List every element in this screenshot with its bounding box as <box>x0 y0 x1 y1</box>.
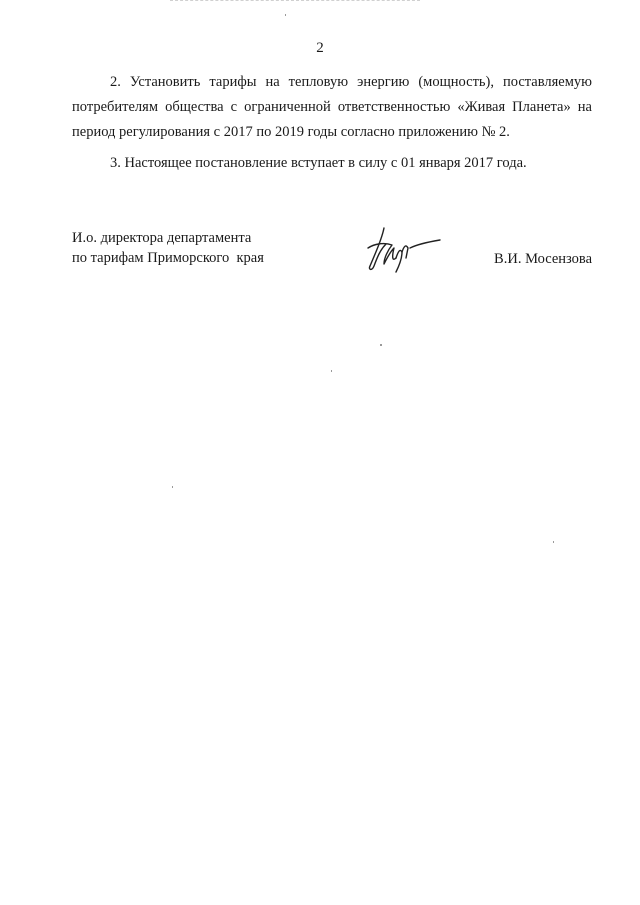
scan-speck <box>380 344 382 346</box>
paragraph-line: 3. Настоящее постановление вступает в силу с 01 января 2017 года. <box>110 155 527 171</box>
paragraph-line: период регулирования с 2017 по 2019 годы согласно приложению № 2. <box>72 124 510 140</box>
signatory-name: В.И. Мосензова <box>494 251 592 267</box>
paragraph-line: потребителям общества с ограниченной ответственностью «Живая Планета» на <box>72 99 592 115</box>
signatory-title-line: по тарифам Приморского края <box>72 250 264 266</box>
signatory-title <box>72 228 264 268</box>
scan-speck <box>553 541 554 543</box>
scan-top-edge <box>170 0 420 2</box>
paragraph-effective-date <box>72 151 592 176</box>
paragraph-line: 2. Установить тарифы на тепловую энергию (мощность), поставляемую <box>110 74 592 90</box>
handwritten-signature <box>362 218 442 276</box>
page-number: 2 <box>316 40 324 56</box>
signatory-title-line: И.о. директора департамента <box>72 230 252 246</box>
scan-speck <box>331 370 332 372</box>
paragraph-tariffs <box>72 70 592 145</box>
scan-speck <box>172 486 173 488</box>
scan-speck <box>285 14 286 16</box>
